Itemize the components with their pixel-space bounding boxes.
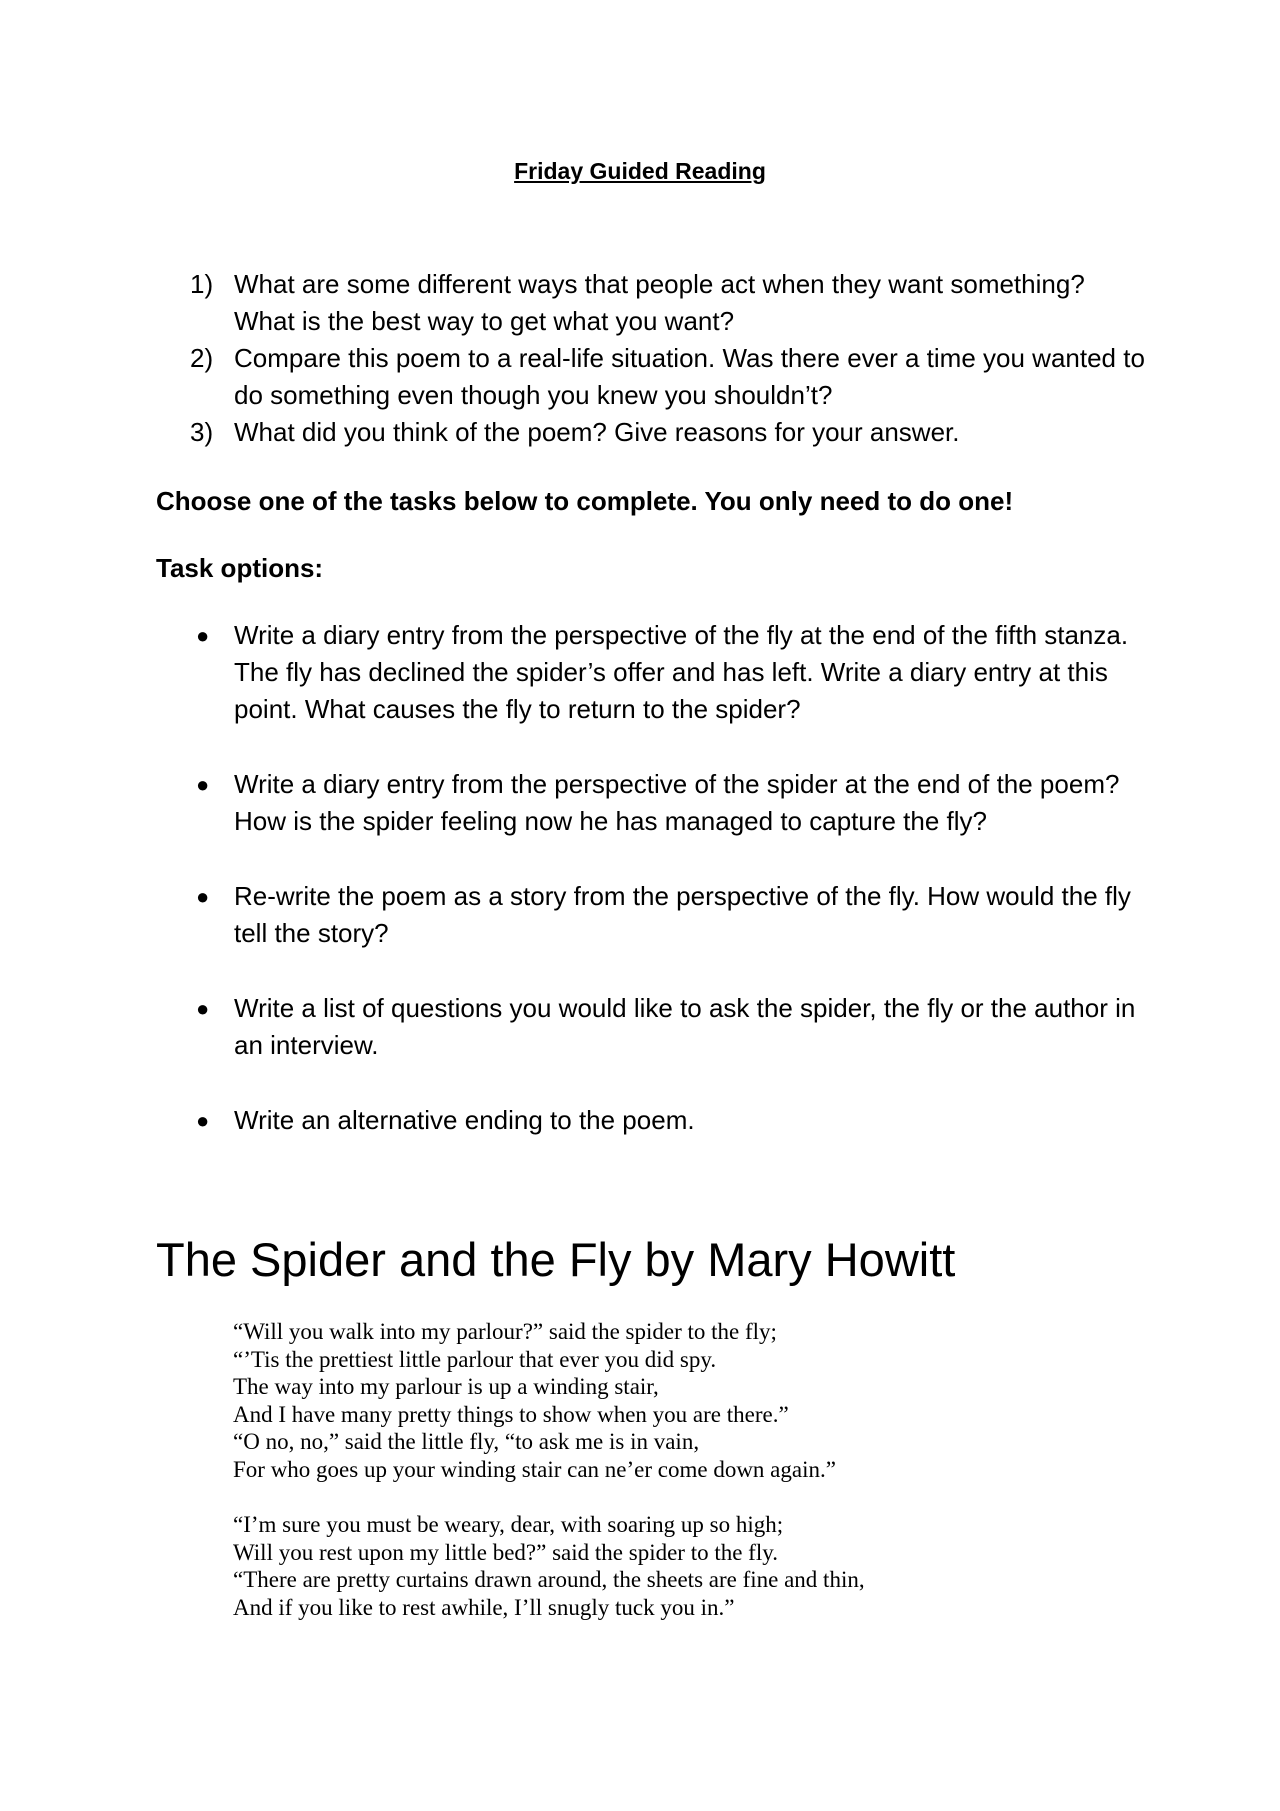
question-list bbox=[190, 266, 1150, 451]
bullet-icon: ● bbox=[196, 623, 210, 648]
task-item bbox=[190, 766, 1150, 840]
bullet-icon: ● bbox=[196, 1108, 210, 1133]
question-number: 3) bbox=[190, 417, 214, 447]
poem-line: The way into my parlour is up a winding stair, bbox=[233, 1374, 659, 1399]
poem-title: The Spider and the Fly by Mary Howitt bbox=[156, 1233, 956, 1286]
task-item bbox=[190, 878, 1150, 952]
task-options-heading: Task options: bbox=[156, 553, 324, 583]
question-number: 2) bbox=[190, 343, 214, 373]
task-list bbox=[190, 617, 1150, 1177]
task-text: Write an alternative ending to the poem. bbox=[234, 1105, 695, 1135]
bullet-icon: ● bbox=[196, 772, 210, 797]
task-text: Re-write the poem as a story from the perspective of the fly. How would the fly tell the story? bbox=[234, 881, 1131, 948]
poem-line: And if you like to rest awhile, I’ll snugly tuck you in.” bbox=[233, 1594, 735, 1620]
poem-line: “I’m sure you must be weary, dear, with soaring up so high; bbox=[233, 1512, 784, 1537]
task-item bbox=[190, 990, 1150, 1064]
bullet-icon: ● bbox=[196, 996, 210, 1021]
task-item bbox=[190, 1102, 1150, 1139]
poem-line: And I have many pretty things to show when you are there.” bbox=[233, 1401, 789, 1427]
poem-line: “O no, no,” said the little fly, “to ask me is in vain, bbox=[233, 1429, 700, 1454]
task-text: Write a diary entry from the perspective of the spider at the end of the poem? How is the spider feeling now he has managed to capture the fly? bbox=[234, 769, 1120, 836]
task-item bbox=[190, 617, 1150, 728]
page-title: Friday Guided Reading bbox=[514, 158, 766, 184]
task-text: Write a diary entry from the perspective of the fly at the end of the fifth stanza. The fly has declined the spider’s offer and has left. Write a diary entry at this point. What causes the fly to return to the spider? bbox=[234, 620, 1129, 724]
task-text: Write a list of questions you would like to ask the spider, the fly or the author in an interview. bbox=[234, 993, 1136, 1060]
poem-line: Will you rest upon my little bed?” said the spider to the fly. bbox=[233, 1539, 778, 1565]
poem-line: “Will you walk into my parlour?” said the spider to the fly; bbox=[233, 1319, 777, 1344]
question-item bbox=[190, 414, 1150, 451]
question-number: 1) bbox=[190, 269, 214, 299]
bullet-icon: ● bbox=[196, 884, 210, 909]
task-instruction: Choose one of the tasks below to complete. You only need to do one! bbox=[156, 486, 1014, 516]
poem-line: “There are pretty curtains drawn around, the sheets are fine and thin, bbox=[233, 1567, 865, 1592]
question-text: What did you think of the poem? Give reasons for your answer. bbox=[234, 417, 960, 447]
question-text: What are some different ways that people act when they want something? What is the best way to get what you want? bbox=[234, 269, 1085, 336]
poem-stanza-2 bbox=[233, 1511, 865, 1621]
question-text: Compare this poem to a real-life situation. Was there ever a time you wanted to do something even though you knew you shouldn’t? bbox=[234, 343, 1145, 410]
poem-line: “’Tis the prettiest little parlour that ever you did spy. bbox=[233, 1346, 717, 1372]
question-item bbox=[190, 266, 1150, 340]
poem-line: For who goes up your winding stair can ne’er come down again.” bbox=[233, 1456, 836, 1482]
poem-stanza-1 bbox=[233, 1318, 836, 1483]
question-item bbox=[190, 340, 1150, 414]
